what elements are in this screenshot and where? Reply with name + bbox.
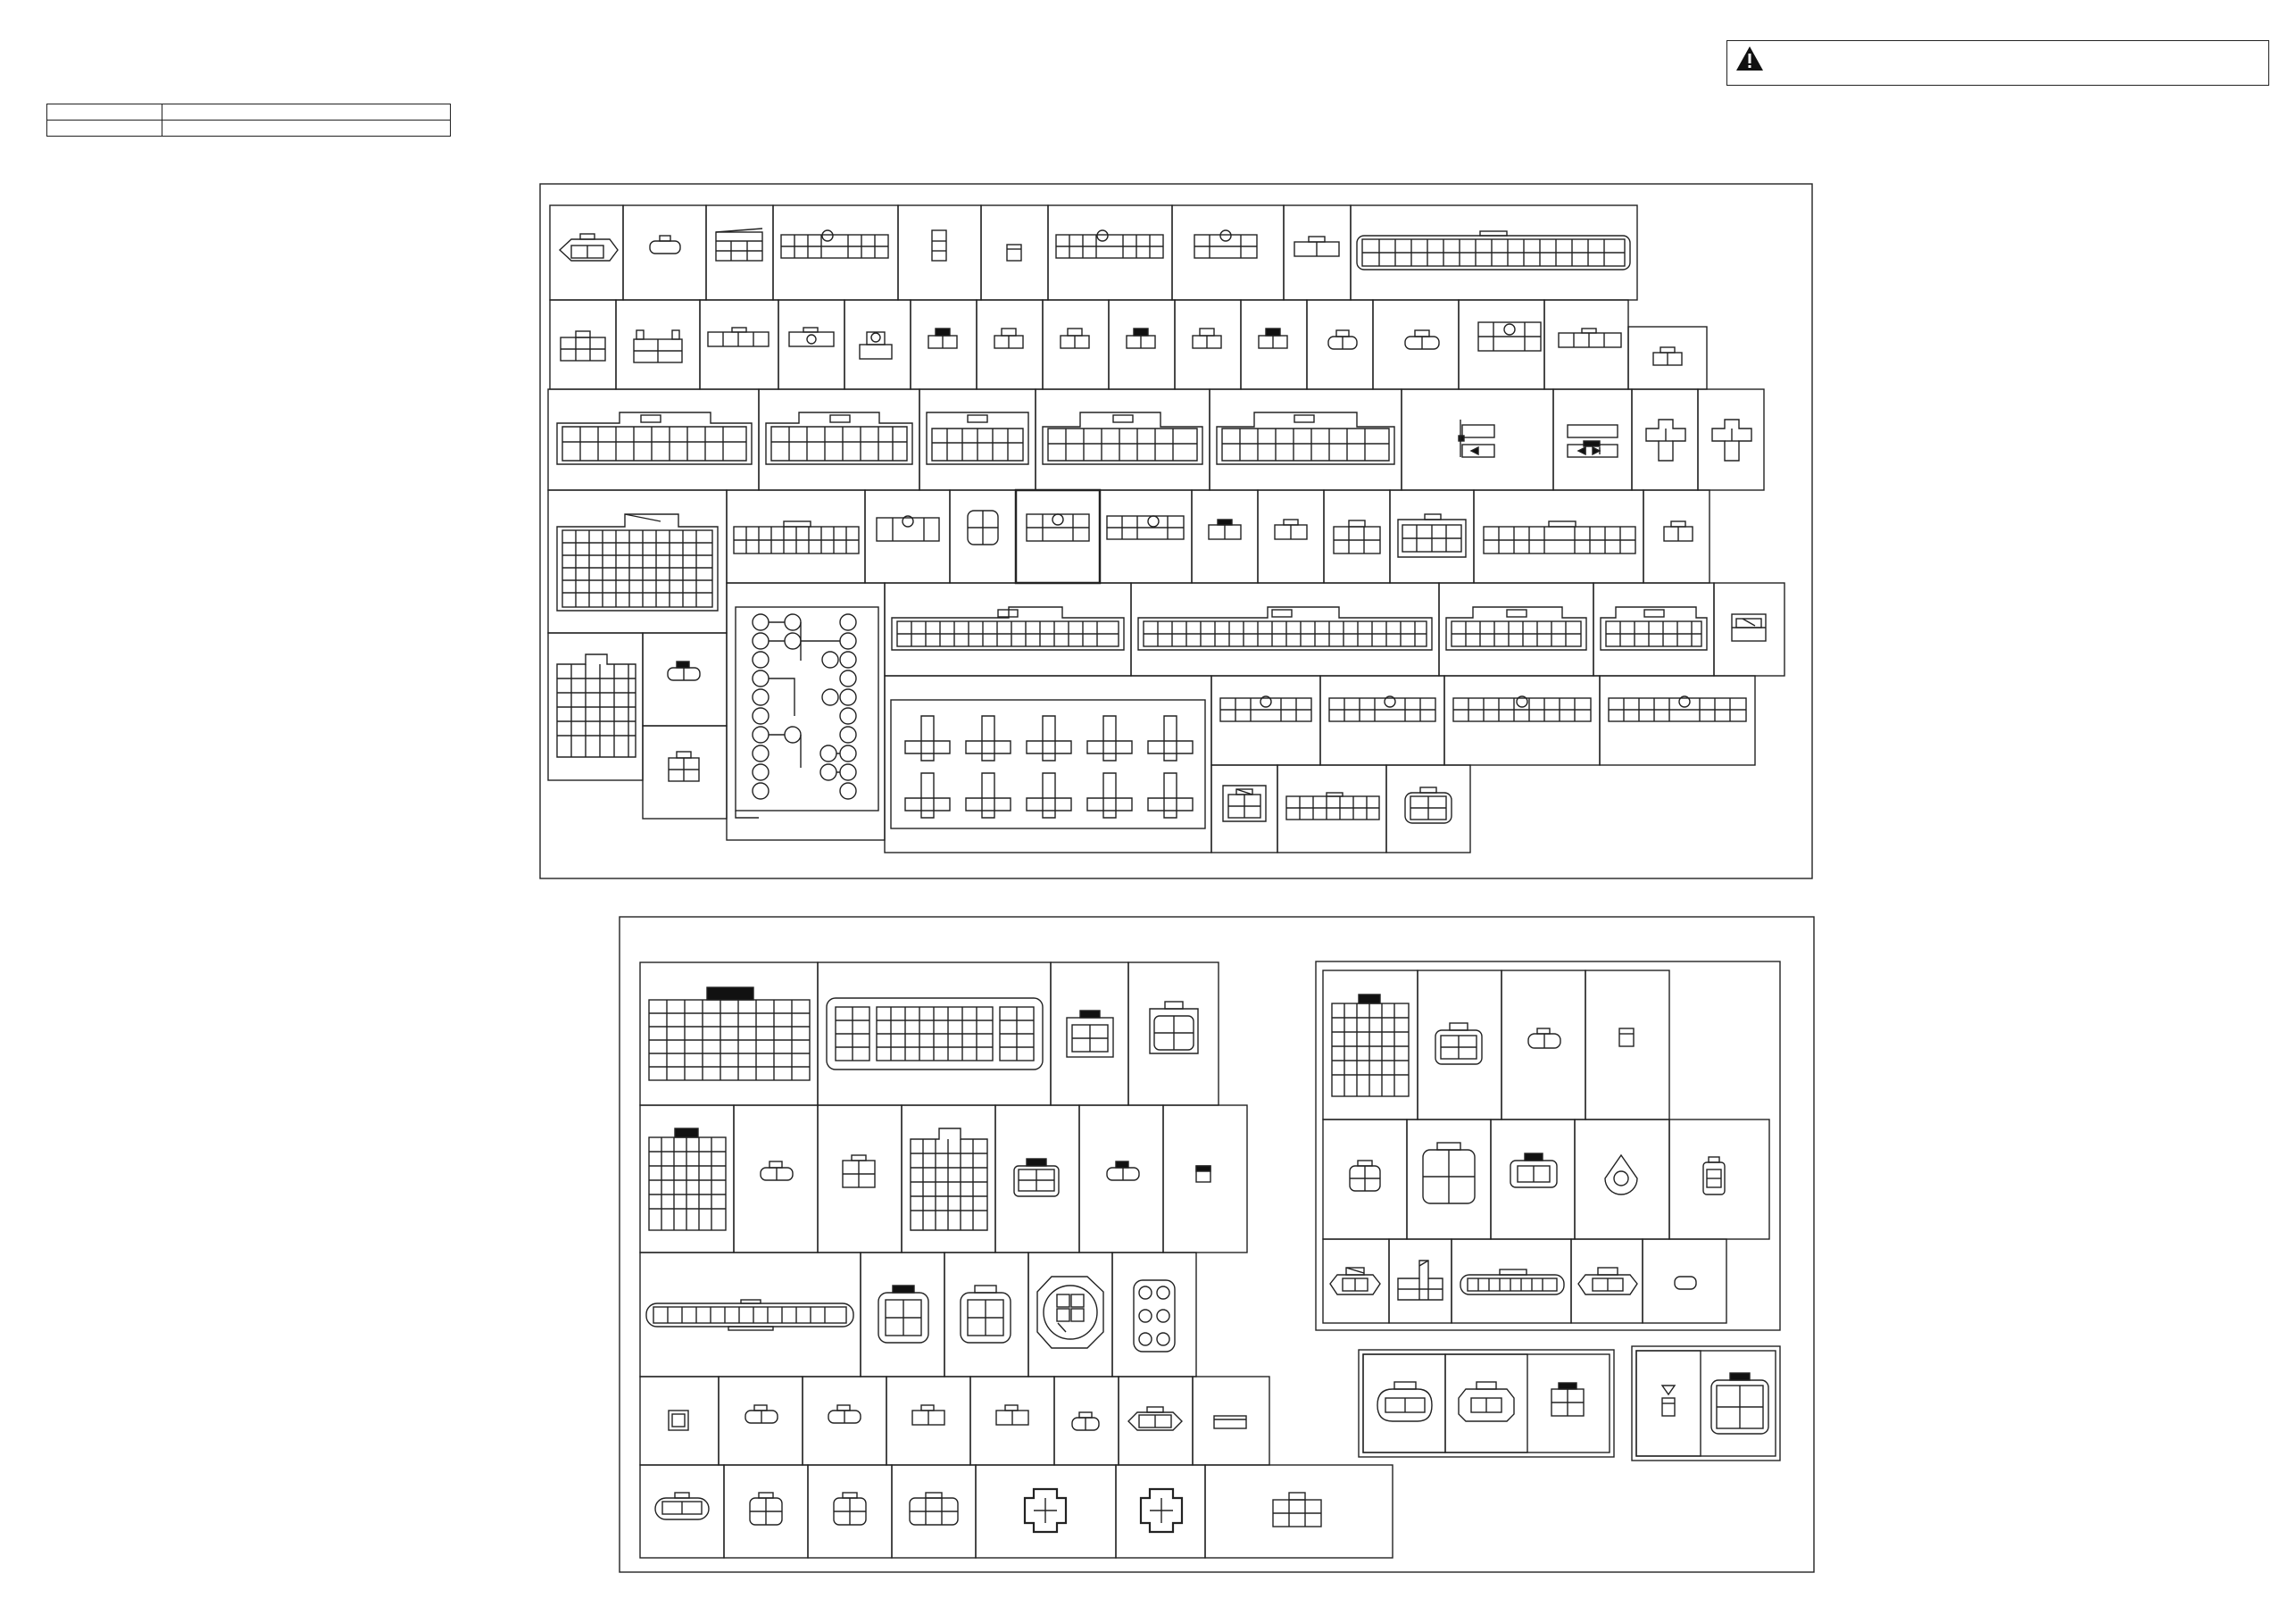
lower-connector-panel	[620, 917, 1814, 1572]
row-5-connectors	[885, 583, 1784, 676]
lower-right-subpanel	[1316, 961, 1780, 1330]
row-3-connectors	[548, 389, 1764, 490]
row-6-connectors	[1211, 676, 1755, 765]
row-4-connectors	[548, 490, 1710, 633]
fuse-circles	[753, 614, 856, 799]
row-2-connectors	[550, 300, 1707, 389]
lower-row-1-connectors	[640, 962, 1219, 1105]
relay-grid-block	[885, 676, 1211, 853]
lower-row-3-connectors	[640, 1253, 1196, 1377]
relay-fuse-block	[727, 583, 885, 840]
lower-row-5-connectors	[640, 1465, 1393, 1558]
row-7-connectors	[1211, 765, 1470, 853]
lower-right-small-boxes	[1359, 1346, 1780, 1461]
relay-sockets	[905, 716, 1193, 818]
lower-row-4-connectors	[640, 1377, 1269, 1465]
left-lower-connectors	[548, 633, 727, 819]
lower-row-2-connectors	[640, 1105, 1247, 1253]
row-1-connectors	[550, 205, 1637, 300]
